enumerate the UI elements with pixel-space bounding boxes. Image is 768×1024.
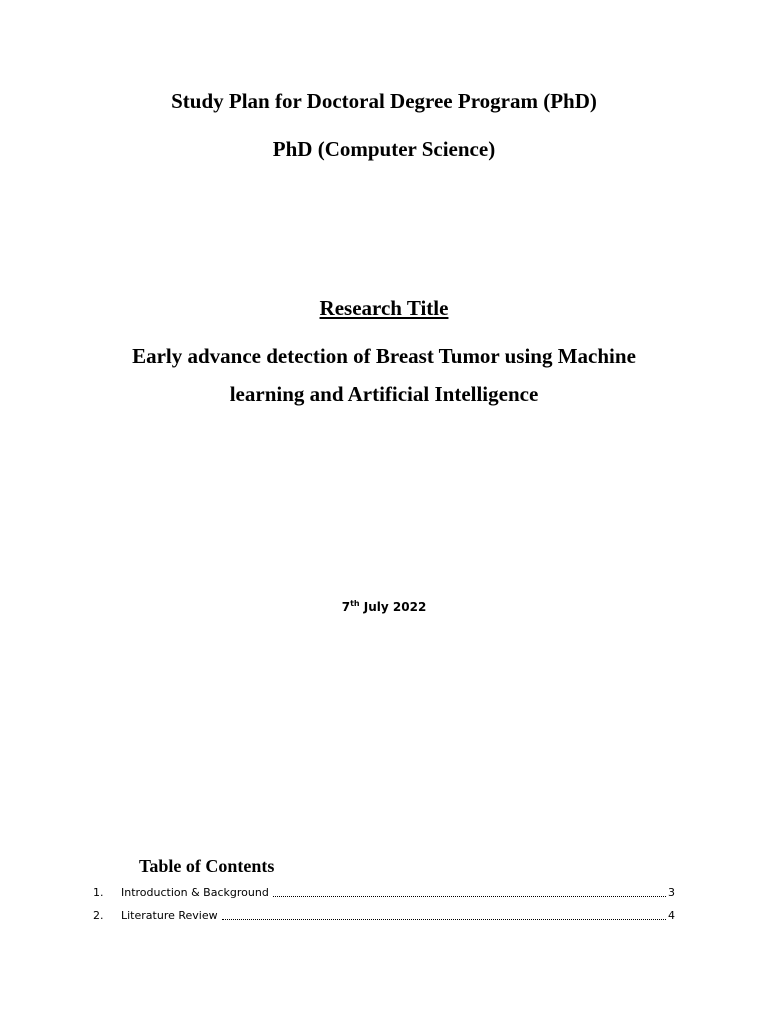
toc-entry-label[interactable]: Introduction & Background xyxy=(121,886,269,899)
toc-entry[interactable] xyxy=(93,885,675,901)
research-title-line-1: Early advance detection of Breast Tumor using Machine xyxy=(132,344,636,368)
toc-entry-number: 2. xyxy=(93,909,104,922)
date-ordinal-suffix: th xyxy=(350,599,360,608)
date-day: 7 xyxy=(341,600,351,614)
research-title-label: Research Title xyxy=(319,296,449,320)
program-heading: Study Plan for Doctoral Degree Program (PhD) xyxy=(171,89,597,113)
toc-entry-label[interactable]: Literature Review xyxy=(121,909,218,922)
toc-entry[interactable] xyxy=(93,908,675,924)
toc-dot-leader xyxy=(222,908,666,920)
degree-heading: PhD (Computer Science) xyxy=(272,137,496,161)
toc-entry-number: 1. xyxy=(93,886,104,899)
document-date xyxy=(0,599,768,615)
toc-entry-page: 3 xyxy=(668,886,675,899)
research-title-line-2: learning and Artificial Intelligence xyxy=(229,382,539,406)
toc-title: Table of Contents xyxy=(139,856,275,876)
date-month-year: July 2022 xyxy=(359,600,427,614)
toc-entry-page: 4 xyxy=(668,909,675,922)
toc-dot-leader xyxy=(273,885,666,897)
